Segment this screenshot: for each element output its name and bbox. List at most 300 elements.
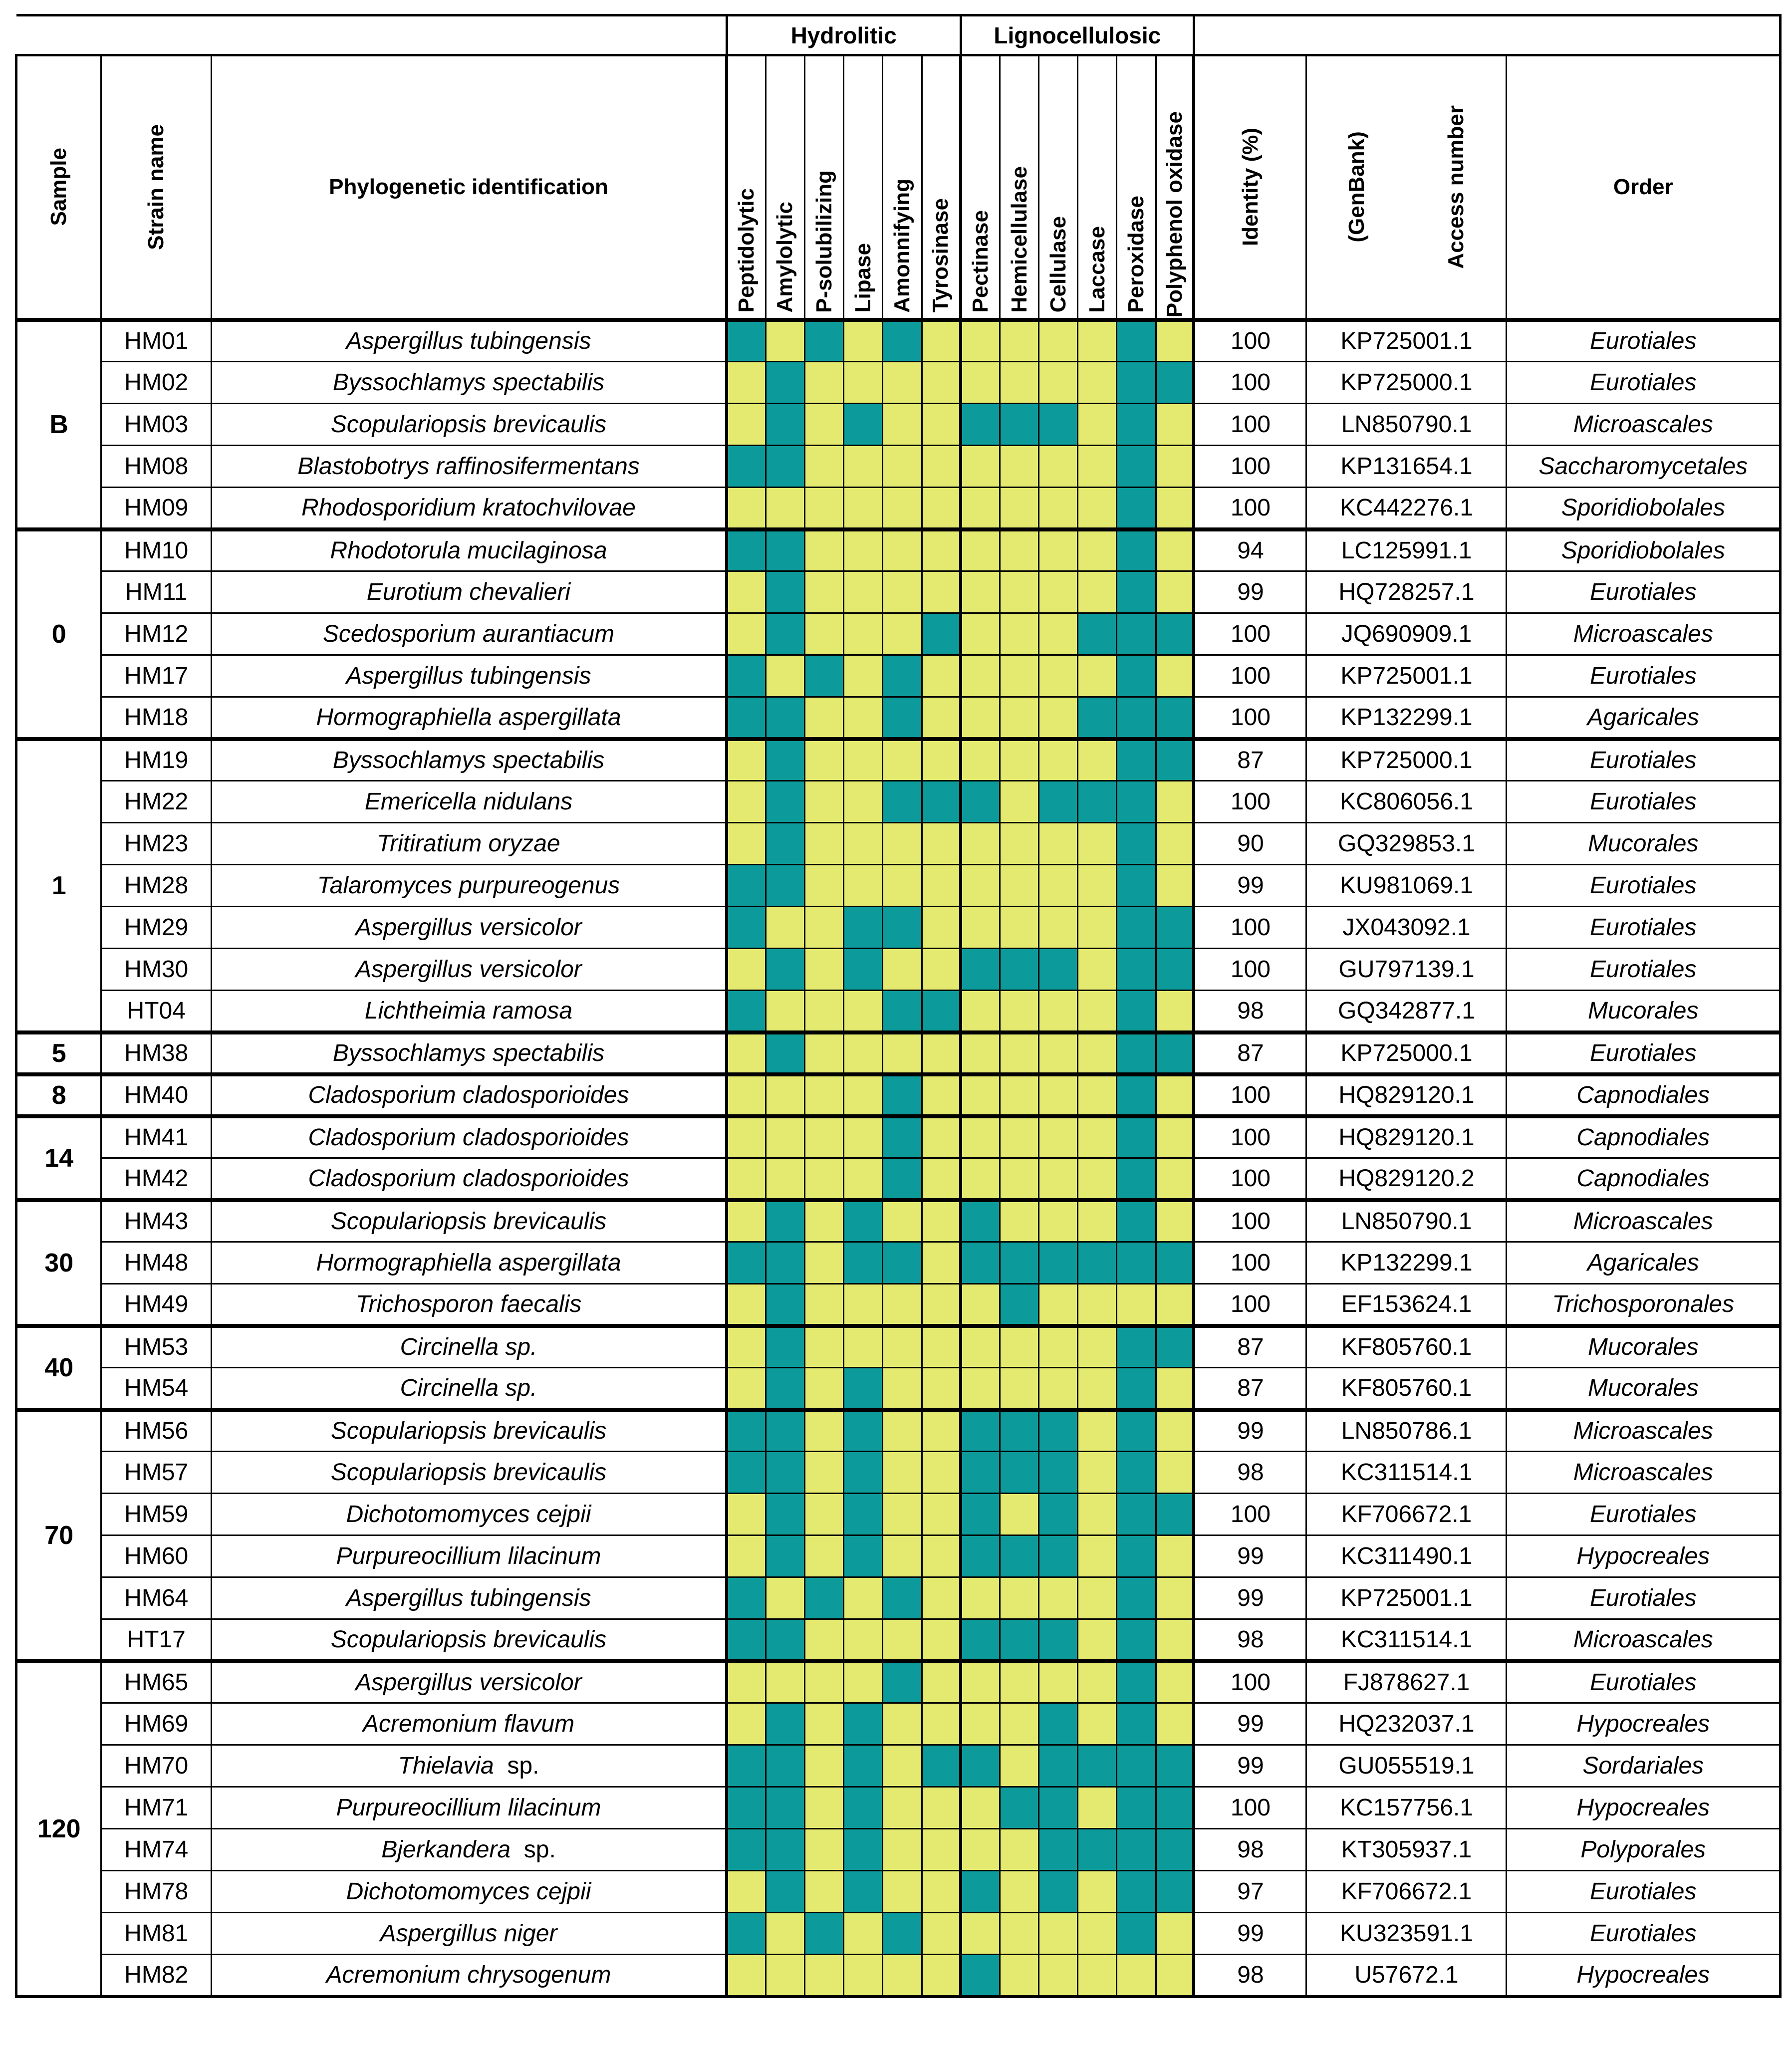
activity-cell-amonnifying <box>883 1326 922 1368</box>
activity-cell-hemicellulase <box>1000 1787 1038 1829</box>
activity-cell-peroxidase <box>1117 1745 1156 1787</box>
species-name: Scopulariopsis brevicaulis <box>330 1459 607 1486</box>
taxonomic-order: Eurotiales <box>1507 1913 1781 1955</box>
strain-name: HM64 <box>101 1577 212 1619</box>
activity-cell-amonnifying <box>883 571 922 613</box>
activity-cell-lipase <box>844 865 883 907</box>
species-name: Trichosporon faecalis <box>355 1290 582 1317</box>
activity-cell-lipase <box>844 1158 883 1200</box>
access-number: EF153624.1 <box>1306 1284 1507 1326</box>
species-name: Scopulariopsis brevicaulis <box>330 1208 607 1235</box>
activity-cell-cellulase <box>1039 1703 1078 1745</box>
activity-cell-p-solubilizing <box>804 865 843 907</box>
access-number: KC157756.1 <box>1306 1787 1507 1829</box>
activity-cell-peptidolytic <box>727 1200 766 1242</box>
activity-cell-cellulase <box>1039 823 1078 865</box>
activity-cell-peroxidase <box>1117 949 1156 991</box>
activity-cell-tyrosinase <box>922 1871 961 1913</box>
identity-percent: 99 <box>1194 1913 1306 1955</box>
activity-cell-polyphenol-oxidase <box>1156 404 1194 446</box>
activity-cell-peptidolytic <box>727 1074 766 1116</box>
activity-cell-peptidolytic <box>727 613 766 655</box>
activity-cell-laccase <box>1078 362 1117 404</box>
identity-percent: 99 <box>1194 571 1306 613</box>
activity-cell-peroxidase <box>1117 991 1156 1032</box>
taxonomic-order: Hypocreales <box>1507 1703 1781 1745</box>
activity-cell-p-solubilizing <box>804 1116 843 1158</box>
activity-cell-tyrosinase <box>922 362 961 404</box>
activity-cell-tyrosinase <box>922 1410 961 1452</box>
taxonomic-order: Microascales <box>1507 1200 1781 1242</box>
activity-cell-cellulase <box>1039 1955 1078 1997</box>
activity-cell-p-solubilizing <box>804 1745 843 1787</box>
activity-cell-lipase <box>844 949 883 991</box>
activity-cell-hemicellulase <box>1000 1955 1038 1997</box>
column-header-phylogenetic: Phylogenetic identification <box>211 55 727 320</box>
identity-percent: 100 <box>1194 1661 1306 1703</box>
activity-cell-amylolytic <box>766 991 804 1032</box>
activity-cell-tyrosinase <box>922 865 961 907</box>
table-row <box>16 1871 1781 1913</box>
table-row <box>16 529 1781 571</box>
strain-name: HM30 <box>101 949 212 991</box>
activity-cell-hemicellulase <box>1000 571 1038 613</box>
activity-cell-amonnifying <box>883 1242 922 1284</box>
activity-cell-amonnifying <box>883 949 922 991</box>
activity-cell-lipase <box>844 1116 883 1158</box>
activity-cell-cellulase <box>1039 1200 1078 1242</box>
activity-cell-laccase <box>1078 823 1117 865</box>
activity-cell-p-solubilizing <box>804 1494 843 1536</box>
activity-cell-pectinase <box>961 1494 1000 1536</box>
strain-name: HM54 <box>101 1368 212 1410</box>
table-row <box>16 1829 1781 1871</box>
activity-cell-tyrosinase <box>922 446 961 488</box>
activity-cell-laccase <box>1078 1326 1117 1368</box>
activity-cell-laccase <box>1078 1787 1117 1829</box>
activity-cell-tyrosinase <box>922 1032 961 1074</box>
activity-cell-cellulase <box>1039 1116 1078 1158</box>
activity-cell-laccase <box>1078 1871 1117 1913</box>
strain-name: HM08 <box>101 446 212 488</box>
group-header-lignocellulosic: Lignocellulosic <box>961 15 1194 55</box>
activity-cell-tyrosinase <box>922 1703 961 1745</box>
column-header-activity-8 <box>1039 55 1078 320</box>
activity-cell-peptidolytic <box>727 1913 766 1955</box>
activity-cell-p-solubilizing <box>804 1158 843 1200</box>
identity-percent: 100 <box>1194 781 1306 823</box>
phylogenetic-identification <box>211 529 727 571</box>
access-number: KU323591.1 <box>1306 1913 1507 1955</box>
table-row <box>16 1577 1781 1619</box>
activity-cell-amonnifying <box>883 1116 922 1158</box>
activity-cell-lipase <box>844 1871 883 1913</box>
activity-cell-lipase <box>844 1032 883 1074</box>
activity-cell-peptidolytic <box>727 1032 766 1074</box>
activity-cell-amylolytic <box>766 1871 804 1913</box>
phylogenetic-identification <box>211 1619 727 1661</box>
activity-cell-laccase <box>1078 1242 1117 1284</box>
activity-header-text: Peroxidase <box>1124 195 1149 313</box>
access-number: KF805760.1 <box>1306 1368 1507 1410</box>
activity-cell-peptidolytic <box>727 907 766 949</box>
strain-name: HM74 <box>101 1829 212 1871</box>
activity-cell-laccase <box>1078 1955 1117 1997</box>
activity-cell-amylolytic <box>766 1955 804 1997</box>
activity-cell-peptidolytic <box>727 655 766 697</box>
activity-cell-lipase <box>844 1410 883 1452</box>
access-header-line1: Access number <box>1443 105 1468 269</box>
table-row <box>16 1955 1781 1997</box>
access-number: KC442276.1 <box>1306 488 1507 529</box>
column-header-strain <box>101 55 212 320</box>
activity-cell-laccase <box>1078 1661 1117 1703</box>
activity-cell-hemicellulase <box>1000 1703 1038 1745</box>
activity-cell-hemicellulase <box>1000 320 1038 362</box>
phylogenetic-identification <box>211 1032 727 1074</box>
phylogenetic-identification <box>211 1242 727 1284</box>
activity-cell-lipase <box>844 1536 883 1577</box>
species-name: Aspergillus versicolor <box>355 914 582 941</box>
activity-cell-amylolytic <box>766 697 804 739</box>
activity-cell-tyrosinase <box>922 697 961 739</box>
activity-cell-hemicellulase <box>1000 1745 1038 1787</box>
species-name: Cladosporium cladosporioides <box>308 1124 629 1151</box>
activity-cell-laccase <box>1078 1703 1117 1745</box>
header-blank-right <box>1194 15 1780 55</box>
activity-cell-tyrosinase <box>922 1284 961 1326</box>
taxonomic-order: Capnodiales <box>1507 1158 1781 1200</box>
activity-cell-laccase <box>1078 1116 1117 1158</box>
species-name: Hormographiella aspergillata <box>316 1250 621 1276</box>
species-name: Circinella sp. <box>400 1334 537 1361</box>
activity-cell-peroxidase <box>1117 1368 1156 1410</box>
identity-percent: 98 <box>1194 991 1306 1032</box>
activity-cell-polyphenol-oxidase <box>1156 320 1194 362</box>
species-name: Hormographiella aspergillata <box>316 704 621 731</box>
activity-cell-pectinase <box>961 697 1000 739</box>
activity-cell-peptidolytic <box>727 1242 766 1284</box>
identity-percent: 100 <box>1194 1284 1306 1326</box>
activity-cell-p-solubilizing <box>804 1619 843 1661</box>
taxonomic-order: Eurotiales <box>1507 739 1781 781</box>
taxonomic-order: Sporidiobolales <box>1507 488 1781 529</box>
activity-cell-pectinase <box>961 865 1000 907</box>
identity-percent: 99 <box>1194 1703 1306 1745</box>
activity-cell-amylolytic <box>766 1158 804 1200</box>
species-name: Aspergillus versicolor <box>355 1669 582 1696</box>
taxonomic-order: Eurotiales <box>1507 571 1781 613</box>
activity-cell-amylolytic <box>766 1326 804 1368</box>
activity-cell-peroxidase <box>1117 1032 1156 1074</box>
activity-cell-p-solubilizing <box>804 613 843 655</box>
activity-cell-tyrosinase <box>922 1452 961 1494</box>
activity-cell-peroxidase <box>1117 739 1156 781</box>
activity-cell-p-solubilizing <box>804 404 843 446</box>
activity-cell-polyphenol-oxidase <box>1156 781 1194 823</box>
activity-cell-peroxidase <box>1117 1661 1156 1703</box>
strain-name: HM38 <box>101 1032 212 1074</box>
species-name: Scopulariopsis brevicaulis <box>330 1626 607 1653</box>
activity-cell-polyphenol-oxidase <box>1156 1074 1194 1116</box>
activity-cell-peptidolytic <box>727 571 766 613</box>
activity-cell-peptidolytic <box>727 1871 766 1913</box>
activity-cell-lipase <box>844 1494 883 1536</box>
access-number: KP132299.1 <box>1306 697 1507 739</box>
table-row <box>16 1158 1781 1200</box>
species-name: Thielavia <box>398 1753 494 1779</box>
activity-cell-hemicellulase <box>1000 949 1038 991</box>
identity-percent: 100 <box>1194 613 1306 655</box>
activity-cell-lipase <box>844 1577 883 1619</box>
activity-cell-lipase <box>844 1955 883 1997</box>
sample-header-text: Sample <box>46 148 71 226</box>
taxonomic-order: Eurotiales <box>1507 320 1781 362</box>
phylogenetic-identification <box>211 404 727 446</box>
activity-cell-peroxidase <box>1117 697 1156 739</box>
activity-cell-amonnifying <box>883 1074 922 1116</box>
table-row <box>16 1787 1781 1829</box>
activity-cell-laccase <box>1078 571 1117 613</box>
activity-cell-p-solubilizing <box>804 1200 843 1242</box>
strain-name: HM69 <box>101 1703 212 1745</box>
activity-header-text: Peptidolytic <box>734 188 759 313</box>
identity-percent: 98 <box>1194 1452 1306 1494</box>
taxonomic-order: Capnodiales <box>1507 1116 1781 1158</box>
table-row <box>16 1661 1781 1703</box>
activity-cell-amonnifying <box>883 697 922 739</box>
activity-cell-peroxidase <box>1117 1829 1156 1871</box>
identity-percent: 100 <box>1194 320 1306 362</box>
activity-cell-cellulase <box>1039 1619 1078 1661</box>
activity-cell-amonnifying <box>883 1829 922 1871</box>
activity-cell-amylolytic <box>766 1913 804 1955</box>
activity-cell-amylolytic <box>766 613 804 655</box>
activity-cell-amylolytic <box>766 781 804 823</box>
table-row <box>16 1494 1781 1536</box>
table-row <box>16 1536 1781 1577</box>
activity-cell-cellulase <box>1039 529 1078 571</box>
activity-cell-pectinase <box>961 781 1000 823</box>
phylogenetic-identification <box>211 823 727 865</box>
activity-cell-pectinase <box>961 1242 1000 1284</box>
activity-cell-lipase <box>844 488 883 529</box>
activity-cell-hemicellulase <box>1000 1536 1038 1577</box>
activity-cell-laccase <box>1078 613 1117 655</box>
taxonomic-order: Microascales <box>1507 613 1781 655</box>
activity-cell-peptidolytic <box>727 1619 766 1661</box>
strain-name: HM71 <box>101 1787 212 1829</box>
activity-cell-amylolytic <box>766 1116 804 1158</box>
activity-cell-hemicellulase <box>1000 488 1038 529</box>
identity-percent: 100 <box>1194 1158 1306 1200</box>
activity-cell-p-solubilizing <box>804 697 843 739</box>
identity-percent: 100 <box>1194 949 1306 991</box>
activity-cell-tyrosinase <box>922 1745 961 1787</box>
activity-cell-pectinase <box>961 1536 1000 1577</box>
species-suffix: sp. <box>523 1836 556 1863</box>
activity-cell-p-solubilizing <box>804 907 843 949</box>
strain-name: HM09 <box>101 488 212 529</box>
activity-cell-amonnifying <box>883 1368 922 1410</box>
activity-cell-pectinase <box>961 655 1000 697</box>
activity-cell-p-solubilizing <box>804 488 843 529</box>
activity-cell-lipase <box>844 529 883 571</box>
activity-cell-amylolytic <box>766 404 804 446</box>
activity-cell-polyphenol-oxidase <box>1156 1452 1194 1494</box>
table-row <box>16 1284 1781 1326</box>
activity-cell-amylolytic <box>766 320 804 362</box>
activity-cell-peptidolytic <box>727 1116 766 1158</box>
table-row <box>16 823 1781 865</box>
activity-cell-tyrosinase <box>922 571 961 613</box>
activity-cell-lipase <box>844 739 883 781</box>
taxonomic-order: Microascales <box>1507 1452 1781 1494</box>
activity-cell-polyphenol-oxidase <box>1156 1787 1194 1829</box>
activity-cell-cellulase <box>1039 1284 1078 1326</box>
sample-label: 30 <box>16 1200 101 1326</box>
activity-cell-amylolytic <box>766 1074 804 1116</box>
access-number: KP131654.1 <box>1306 446 1507 488</box>
activity-cell-tyrosinase <box>922 949 961 991</box>
activity-cell-p-solubilizing <box>804 655 843 697</box>
activity-cell-hemicellulase <box>1000 991 1038 1032</box>
table-row <box>16 1032 1781 1074</box>
activity-cell-lipase <box>844 697 883 739</box>
activity-cell-polyphenol-oxidase <box>1156 446 1194 488</box>
access-number: KF706672.1 <box>1306 1494 1507 1536</box>
species-name: Aspergillus niger <box>380 1920 557 1947</box>
activity-cell-laccase <box>1078 697 1117 739</box>
activity-cell-amonnifying <box>883 488 922 529</box>
table-row <box>16 655 1781 697</box>
activity-cell-laccase <box>1078 1158 1117 1200</box>
activity-cell-peptidolytic <box>727 1452 766 1494</box>
activity-cell-hemicellulase <box>1000 823 1038 865</box>
activity-cell-lipase <box>844 1745 883 1787</box>
access-number: HQ829120.2 <box>1306 1158 1507 1200</box>
activity-cell-amonnifying <box>883 781 922 823</box>
activity-cell-polyphenol-oxidase <box>1156 1410 1194 1452</box>
identity-percent: 100 <box>1194 1242 1306 1284</box>
phylogenetic-identification <box>211 1955 727 1997</box>
identity-percent: 100 <box>1194 1494 1306 1536</box>
activity-cell-tyrosinase <box>922 1200 961 1242</box>
species-name: Bjerkandera <box>381 1836 511 1863</box>
activity-header-text: Cellulase <box>1045 216 1070 313</box>
activity-cell-lipase <box>844 781 883 823</box>
identity-percent: 100 <box>1194 488 1306 529</box>
activity-cell-amonnifying <box>883 1200 922 1242</box>
activity-cell-lipase <box>844 1619 883 1661</box>
species-name: Scopulariopsis brevicaulis <box>330 411 607 438</box>
activity-cell-hemicellulase <box>1000 1577 1038 1619</box>
activity-cell-cellulase <box>1039 907 1078 949</box>
activity-cell-p-solubilizing <box>804 1661 843 1703</box>
activity-cell-cellulase <box>1039 1074 1078 1116</box>
activity-cell-cellulase <box>1039 991 1078 1032</box>
activity-cell-hemicellulase <box>1000 1116 1038 1158</box>
activity-cell-laccase <box>1078 949 1117 991</box>
activity-cell-cellulase <box>1039 1829 1078 1871</box>
species-name: Acremonium chrysogenum <box>326 1962 611 1989</box>
column-header-activity-0 <box>727 55 766 320</box>
taxonomic-order: Hypocreales <box>1507 1536 1781 1577</box>
species-name: Byssochlamys spectabilis <box>332 369 605 396</box>
activity-cell-polyphenol-oxidase <box>1156 488 1194 529</box>
activity-cell-amylolytic <box>766 488 804 529</box>
table-row <box>16 320 1781 362</box>
identity-percent: 97 <box>1194 1871 1306 1913</box>
activity-cell-polyphenol-oxidase <box>1156 1326 1194 1368</box>
activity-cell-cellulase <box>1039 1410 1078 1452</box>
taxonomic-order: Hypocreales <box>1507 1955 1781 1997</box>
access-number: GQ342877.1 <box>1306 991 1507 1032</box>
access-number: LC125991.1 <box>1306 529 1507 571</box>
identity-percent: 100 <box>1194 1116 1306 1158</box>
phylogenetic-identification <box>211 949 727 991</box>
activity-cell-amylolytic <box>766 907 804 949</box>
access-number: JQ690909.1 <box>1306 613 1507 655</box>
activity-cell-pectinase <box>961 823 1000 865</box>
identity-percent: 99 <box>1194 865 1306 907</box>
activity-cell-cellulase <box>1039 1871 1078 1913</box>
taxonomic-order: Eurotiales <box>1507 1871 1781 1913</box>
activity-cell-amylolytic <box>766 949 804 991</box>
taxonomic-order: Sporidiobolales <box>1507 529 1781 571</box>
activity-cell-amonnifying <box>883 1955 922 1997</box>
activity-cell-lipase <box>844 1200 883 1242</box>
activity-cell-polyphenol-oxidase <box>1156 1871 1194 1913</box>
activity-cell-p-solubilizing <box>804 1452 843 1494</box>
activity-cell-p-solubilizing <box>804 1326 843 1368</box>
activity-cell-tyrosinase <box>922 1494 961 1536</box>
access-number: KP725001.1 <box>1306 320 1507 362</box>
activity-cell-laccase <box>1078 991 1117 1032</box>
species-name: Scedosporium aurantiacum <box>322 621 615 647</box>
activity-cell-p-solubilizing <box>804 1955 843 1997</box>
strain-name: HM40 <box>101 1074 212 1116</box>
activity-cell-p-solubilizing <box>804 529 843 571</box>
activity-cell-p-solubilizing <box>804 1074 843 1116</box>
activity-cell-tyrosinase <box>922 655 961 697</box>
activity-cell-peptidolytic <box>727 1955 766 1997</box>
activity-cell-p-solubilizing <box>804 446 843 488</box>
activity-cell-p-solubilizing <box>804 949 843 991</box>
activity-cell-hemicellulase <box>1000 1913 1038 1955</box>
activity-cell-amylolytic <box>766 739 804 781</box>
sample-label: 120 <box>16 1661 101 1997</box>
activity-cell-peroxidase <box>1117 1536 1156 1577</box>
activity-cell-amylolytic <box>766 1242 804 1284</box>
activity-cell-amonnifying <box>883 1410 922 1452</box>
activity-cell-pectinase <box>961 1661 1000 1703</box>
access-number: KP725000.1 <box>1306 1032 1507 1074</box>
identity-percent: 100 <box>1194 1200 1306 1242</box>
activity-cell-laccase <box>1078 488 1117 529</box>
activity-cell-tyrosinase <box>922 320 961 362</box>
taxonomic-order: Sordariales <box>1507 1745 1781 1787</box>
identity-percent: 100 <box>1194 655 1306 697</box>
activity-cell-peptidolytic <box>727 1745 766 1787</box>
strain-name: HM17 <box>101 655 212 697</box>
activity-cell-polyphenol-oxidase <box>1156 1200 1194 1242</box>
activity-cell-peptidolytic <box>727 781 766 823</box>
sample-label: 5 <box>16 1032 101 1074</box>
activity-cell-peroxidase <box>1117 1703 1156 1745</box>
activity-cell-peptidolytic <box>727 1494 766 1536</box>
identity-header-text: Identity (%) <box>1238 128 1263 247</box>
